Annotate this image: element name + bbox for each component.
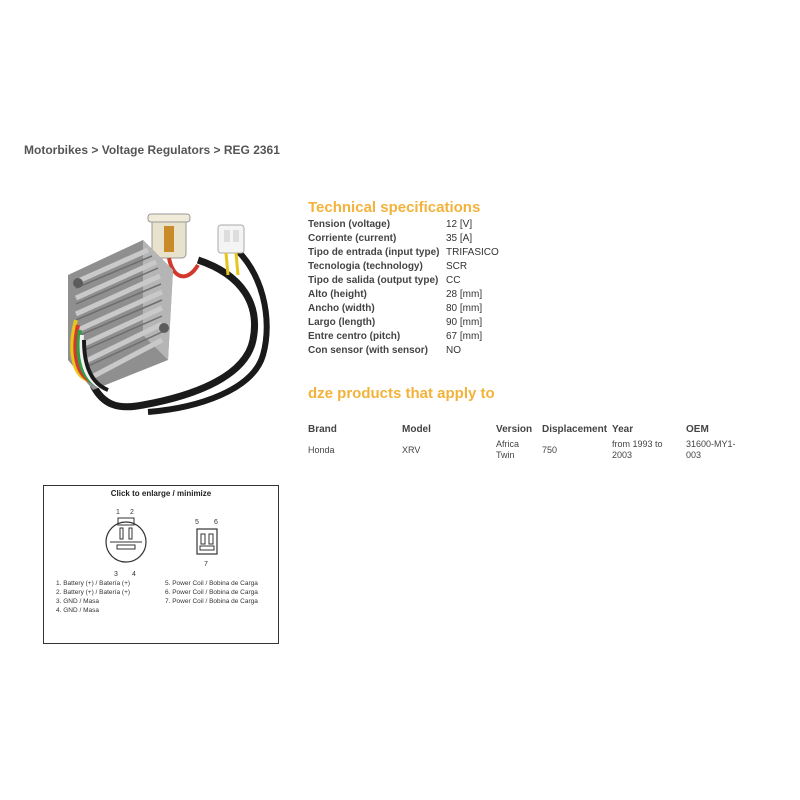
spec-value: 80 [mm] [446, 303, 483, 314]
spec-row [306, 330, 501, 344]
column-header-version: Version [496, 423, 533, 435]
legend-item: 3. GND / Masa [56, 598, 99, 605]
legend-right [165, 579, 258, 606]
pin-label-3: 3 [114, 571, 118, 578]
spec-value: 28 [mm] [446, 289, 483, 300]
pin-label-1: 1 [116, 509, 120, 516]
cell-version: Africa Twin [496, 439, 520, 460]
spec-label: Largo (length) [308, 317, 376, 328]
breadcrumb-separator: > [210, 143, 224, 157]
breadcrumb-item-voltage-regulators[interactable]: Voltage Regulators [101, 143, 211, 157]
pin-label-7: 7 [204, 561, 208, 568]
column-header-displacement: Displacement [542, 423, 608, 435]
spec-value: NO [446, 345, 461, 356]
pin-label-5: 5 [195, 519, 199, 526]
spec-label: Con sensor (with sensor) [308, 345, 429, 356]
spec-row [306, 232, 501, 246]
column-header-oem: OEM [686, 423, 709, 435]
apply-table [306, 422, 744, 461]
spec-row [306, 302, 501, 316]
specs-title: Technical specifications [308, 199, 481, 216]
pin-label-4: 4 [132, 571, 136, 578]
spec-label: Alto (height) [308, 289, 367, 300]
spec-row [306, 218, 501, 232]
spec-value: 35 [A] [446, 233, 473, 244]
legend-left [56, 579, 130, 615]
column-header-model: Model [402, 423, 431, 435]
breadcrumb-separator: > [88, 143, 102, 157]
spec-value: TRIFASICO [446, 247, 499, 258]
cell-year: from 1993 to 2003 [612, 439, 663, 460]
spec-row [306, 344, 501, 358]
spec-label: Entre centro (pitch) [308, 331, 401, 342]
diagram-toggle-link[interactable]: Click to enlarge / minimize [110, 489, 212, 498]
connector-pinout-drawing [44, 504, 280, 584]
column-header-year: Year [612, 423, 634, 435]
breadcrumb-item-motorbikes[interactable]: Motorbikes [24, 143, 89, 157]
spec-label: Tecnologia (technology) [308, 261, 423, 272]
spec-label: Corriente (current) [308, 233, 397, 244]
spec-row [306, 260, 501, 274]
apply-header-row [306, 422, 744, 436]
legend-item: 5. Power Coil / Bobina de Carga [165, 580, 258, 587]
voltage-regulator-photo [48, 200, 298, 440]
breadcrumb-item-current: REG 2361 [223, 143, 280, 157]
spec-label: Tipo de salida (output type) [308, 275, 439, 286]
pin-label-6: 6 [214, 519, 218, 526]
connector-diagram[interactable] [43, 485, 279, 644]
spec-label: Tension (voltage) [308, 219, 391, 230]
apply-title: dze products that apply to [308, 385, 495, 402]
spec-row [306, 274, 501, 288]
table-row [306, 436, 744, 461]
legend-item: 1. Battery (+) / Batería (+) [56, 580, 131, 587]
legend-item: 7. Power Coil / Bobina de Carga [165, 598, 258, 605]
cell-model: XRV [402, 445, 421, 455]
legend-item: 2. Battery (+) / Batería (+) [56, 589, 131, 596]
product-image[interactable] [48, 200, 298, 440]
column-header-brand: Brand [308, 423, 337, 435]
cell-oem: 31600-MY1-003 [686, 439, 736, 460]
spec-value: 90 [mm] [446, 317, 483, 328]
spec-row [306, 316, 501, 330]
spec-row [306, 246, 501, 260]
spec-value: 12 [V] [446, 219, 473, 230]
spec-value: SCR [446, 261, 468, 272]
cell-displacement: 750 [542, 445, 558, 455]
spec-row [306, 288, 501, 302]
breadcrumb [24, 143, 280, 157]
pin-label-2: 2 [130, 509, 134, 516]
spec-label: Tipo de entrada (input type) [308, 247, 440, 258]
spec-label: Ancho (width) [308, 303, 375, 314]
spec-value: CC [446, 275, 461, 286]
legend-item: 4. GND / Masa [56, 607, 99, 614]
legend-item: 6. Power Coil / Bobina de Carga [165, 589, 258, 596]
spec-value: 67 [mm] [446, 331, 483, 342]
cell-brand: Honda [308, 445, 335, 455]
specs-table [306, 218, 501, 358]
